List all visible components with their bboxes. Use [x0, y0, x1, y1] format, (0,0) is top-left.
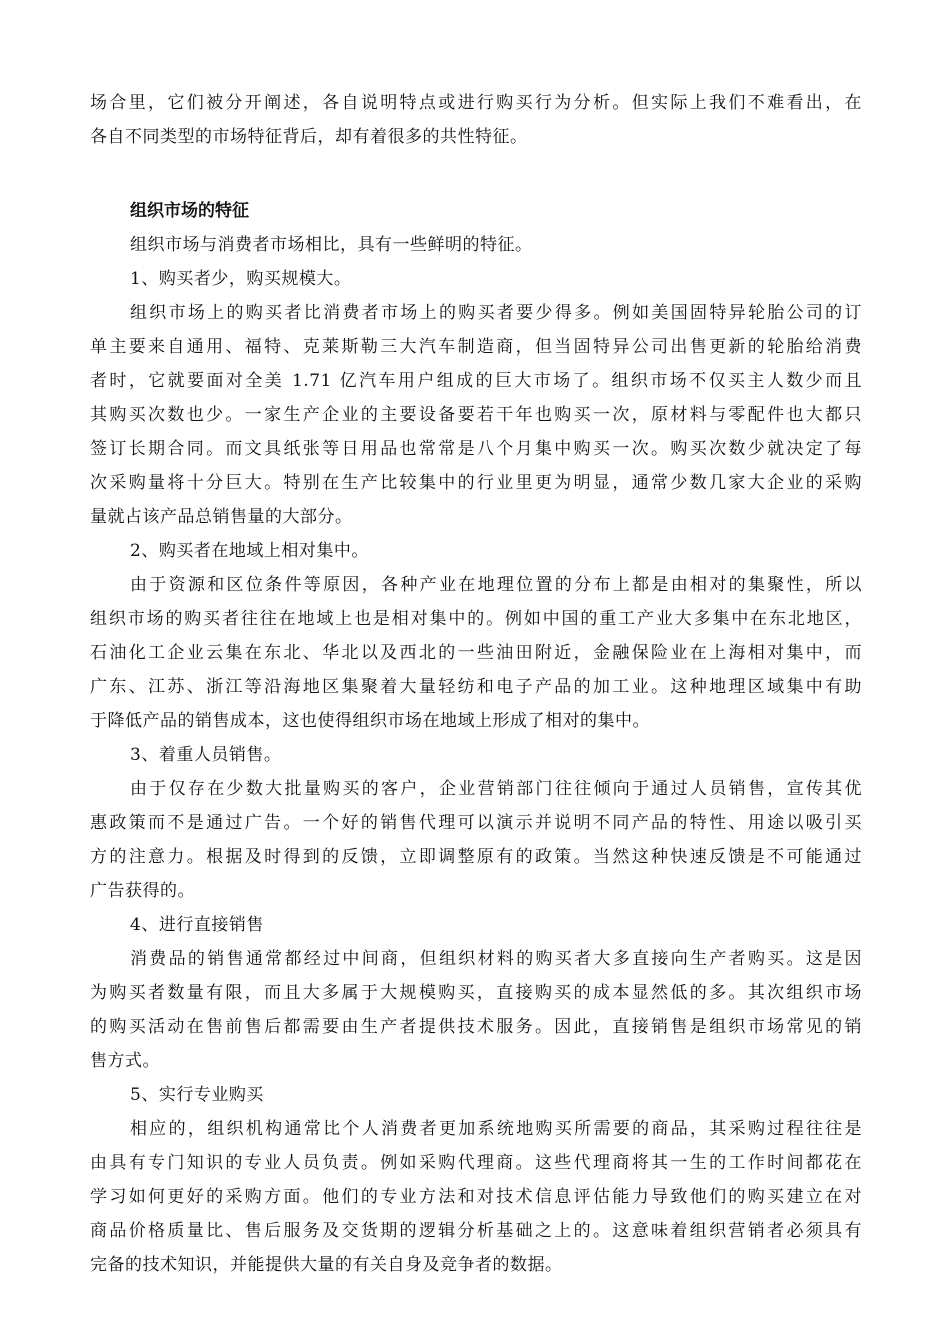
- text-line: 由具有专门知识的专业人员负责。例如采购代理商。这些代理商将其一生的工作时间都花在: [90, 1153, 862, 1173]
- text-line: 场合里，它们被分开阐述，各自说明特点或进行购买行为分析。但实际上我们不难看出，在: [90, 93, 862, 113]
- text-line: 学习如何更好的采购方面。他们的专业方法和对技术信息评估能力导致他们的购买建立在对: [90, 1187, 862, 1207]
- section-1: [90, 262, 862, 534]
- text-line: 次采购量将十分巨大。特别在生产比较集中的行业里更为明显，通常少数几家大企业的采购: [90, 473, 862, 493]
- text-line: 量就占该产品总销售量的大部分。: [90, 507, 353, 527]
- text-line: 组织市场的购买者往往在地域上也是相对集中的。例如中国的重工产业大多集中在东北地区，: [90, 609, 862, 629]
- section-3: [90, 738, 862, 908]
- section-5: [90, 1078, 862, 1282]
- text-line: 售方式。: [90, 1051, 160, 1071]
- text-line: 广告获得的。: [90, 881, 195, 901]
- text-line: 者时，它就要面对全美 1.71 亿汽车用户组成的巨大市场了。组织市场不仅买主人数少而且: [90, 371, 862, 391]
- text-line: 为购买者数量有限，而且大多属于大规模购买，直接购买的成本显然低的多。其次组织市场: [90, 983, 862, 1003]
- text-line: 由于资源和区位条件等原因，各种产业在地理位置的分布上都是由相对的集聚性，所以: [130, 575, 862, 595]
- text-line: 完备的技术知识，并能提供大量的有关自身及竞争者的数据。: [90, 1255, 563, 1275]
- text-line: 单主要来自通用、福特、克莱斯勒三大汽车制造商，但当固特异公司出售更新的轮胎给消费: [90, 337, 862, 357]
- section-title: 3、着重人员销售。: [130, 745, 282, 765]
- section-2: [90, 534, 862, 738]
- section-title: 5、实行专业购买: [130, 1085, 264, 1105]
- section-title: 4、进行直接销售: [130, 915, 264, 935]
- text-line: 商品价格质量比、售后服务及交货期的逻辑分析基础之上的。这意味着组织营销者必须具有: [90, 1221, 862, 1241]
- text-line: 惠政策而不是通过广告。一个好的销售代理可以演示并说明不同产品的特性、用途以吸引买: [90, 813, 862, 833]
- section-heading: 组织市场的特征: [130, 201, 249, 221]
- document-page: [90, 86, 862, 1282]
- text-line: 的购买活动在售前售后都需要由生产者提供技术服务。因此，直接销售是组织市场常见的销: [90, 1017, 862, 1037]
- text-line: 各自不同类型的市场特征背后，却有着很多的共性特征。: [90, 127, 528, 147]
- text-line: 相应的，组织机构通常比个人消费者更加系统地购买所需要的商品，其采购过程往往是: [130, 1119, 862, 1139]
- text-line: 签订长期合同。而文具纸张等日用品也常常是八个月集中购买一次。购买次数少就决定了每: [90, 439, 862, 459]
- text-line: 石油化工企业云集在东北、华北以及西北的一些油田附近，金融保险业在上海相对集中，而: [90, 643, 862, 663]
- text-line: 组织市场上的购买者比消费者市场上的购买者要少得多。例如美国固特异轮胎公司的订: [130, 303, 862, 323]
- text-line: 由于仅存在少数大批量购买的客户，企业营销部门往往倾向于通过人员销售，宣传其优: [130, 779, 862, 799]
- section-title: 2、购买者在地域上相对集中。: [130, 541, 369, 561]
- text-line: 广东、江苏、浙江等沿海地区集聚着大量轻纺和电子产品的加工业。这种地理区域集中有助: [90, 677, 862, 697]
- lead-paragraph: 组织市场与消费者市场相比，具有一些鲜明的特征。: [130, 235, 533, 255]
- text-line: 方的注意力。根据及时得到的反馈，立即调整原有的政策。当然这种快速反馈是不可能通过: [90, 847, 862, 867]
- section-title: 1、购买者少，购买规模大。: [130, 269, 352, 289]
- text-line: 于降低产品的销售成本，这也使得组织市场在地域上形成了相对的集中。: [90, 711, 650, 731]
- text-line: 其购买次数也少。一家生产企业的主要设备要若干年也购买一次，原材料与零配件也大都只: [90, 405, 862, 425]
- section-4: [90, 908, 862, 1078]
- intro-paragraph: [90, 86, 862, 154]
- text-line: 消费品的销售通常都经过中间商，但组织材料的购买者大多直接向生产者购买。这是因: [130, 949, 862, 969]
